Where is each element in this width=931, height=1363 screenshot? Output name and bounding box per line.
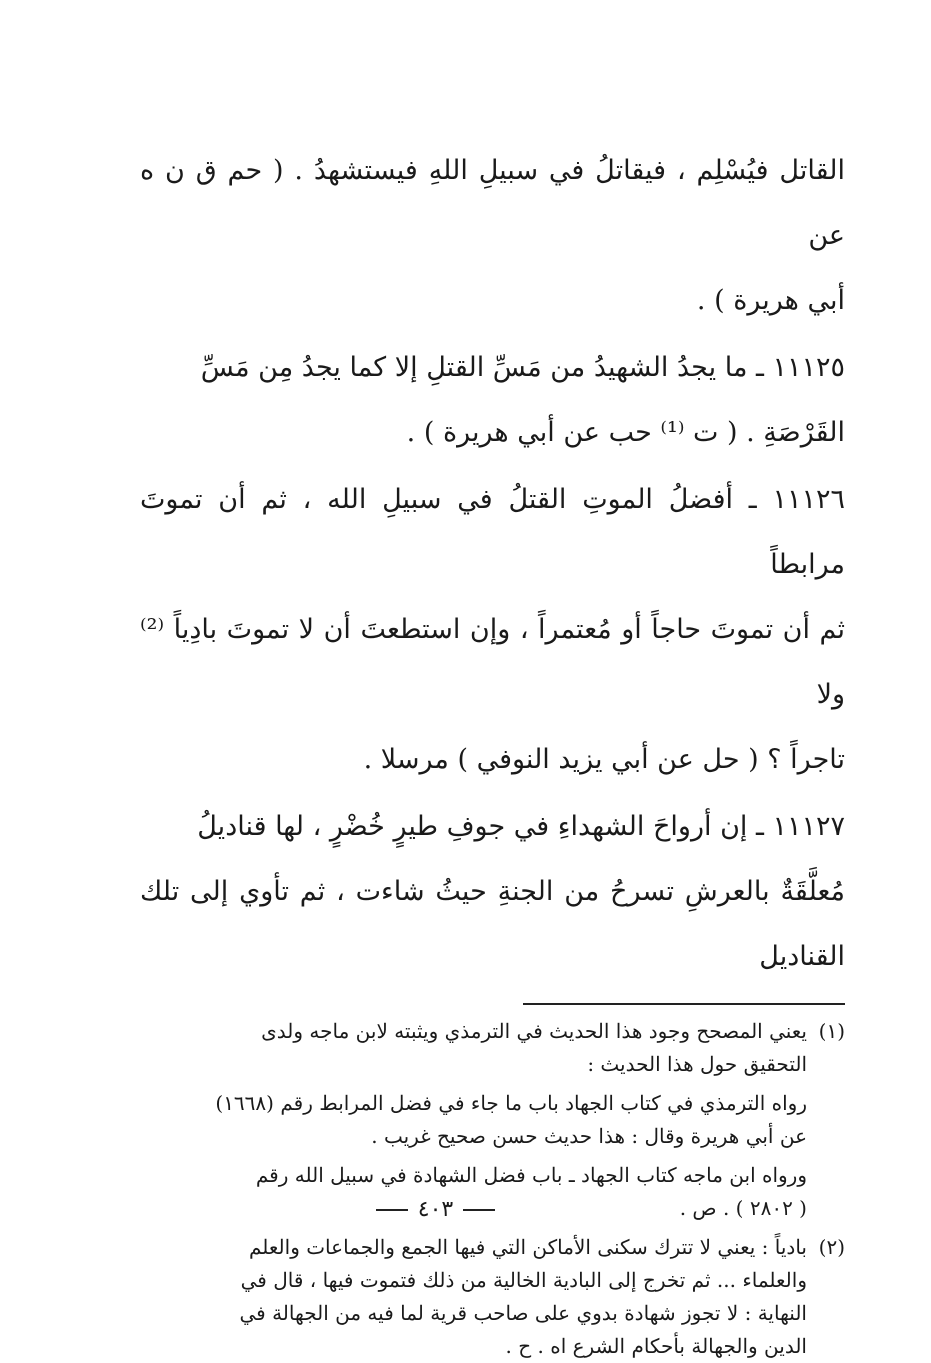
page-body [140,138,845,1363]
footnote-text: النهاية : لا تجوز شهادة بدوي على صاحب قرية لما فيه من الجهالة في [239,1301,807,1325]
main-text [140,138,845,989]
hadith-11125-line: ١١١٢٥ ـ ما يجدُ الشهيدُ من مَسِّ القتلِ إلا كما يجدُ مِن مَسِّ [200,352,845,383]
page-number-value: ٤٠٣ [417,1197,454,1222]
text-line: أبي هريرة ) . [696,285,845,316]
text-line: القَرْصَةِ . ( ت ⁽¹⁾ حب عن أبي هريرة ) . [406,417,845,448]
footnote-text: عن أبي هريرة وقال : هذا حديث حسن صحيح غريب . [371,1124,807,1148]
footnote-1-line [140,1015,845,1048]
footnote-text: الدين والجهالة بأحكام الشرع اه . ح . [505,1334,807,1358]
footnote-number: (١) [818,1019,845,1043]
footnote-2-line [140,1231,845,1264]
hadith-11126-line: ١١١٢٦ ـ أفضلُ الموتِ القتلُ في سبيلِ الله ، ثم أن تموتَ مرابطاً [140,484,845,580]
footnote-number: (٢) [818,1235,845,1259]
text-line: القاتل فيُسْلِم ، فيقاتلُ في سبيلِ اللهِ فيستشهدُ . ( حم ق ن ه عن [140,155,845,251]
hadith-11127-line: ١١١٢٧ ـ إن أرواحَ الشهداءِ في جوفِ طيرٍ خُضْرٍ ، لها قناديلُ [197,811,845,842]
footnote-divider [523,1003,845,1005]
text-line: ثم أن تموتَ حاجاً أو مُعتمراً ، وإن استطعتَ أن لا تموتَ بادِياً ⁽²⁾ ولا [140,614,845,710]
footnote-text: يعني المصحح وجود هذا الحديث في الترمذي ويثبته لابن ماجه ولدى [261,1019,807,1043]
footnote-text: رواه الترمذي في كتاب الجهاد باب ما جاء في فضل المرابط رقم (١٦٦٨) [215,1091,807,1115]
dash-left [463,1209,495,1211]
footnote-text: التحقيق حول هذا الحديث : [587,1052,807,1076]
text-line: مُعلَّقَةٌ بالعرشِ تسرحُ من الجنةِ حيثُ شاءت ، ثم تأوي إلى تلك القناديل [140,876,845,972]
footnotes [140,1015,845,1363]
footnote-text: والعلماء ... ثم تخرج إلى البادية الخالية من ذلك فتموت فيها ، قال في [240,1268,807,1292]
text-line: تاجراً ؟ ( حل عن أبي يزيد النوفي ) مرسلا . [363,744,845,775]
dash-right [376,1209,408,1211]
page-number [0,1197,901,1222]
footnote-text: ورواه ابن ماجه كتاب الجهاد ـ باب فضل الشهادة في سبيل الله رقم [255,1163,807,1187]
footnote-text: بادياً : يعني لا تترك سكنى الأماكن التي فيها الجمع والجماعات والعلم [248,1235,807,1259]
footnote-text: ( ٢٨٠٢ ) . ص . [679,1196,807,1220]
